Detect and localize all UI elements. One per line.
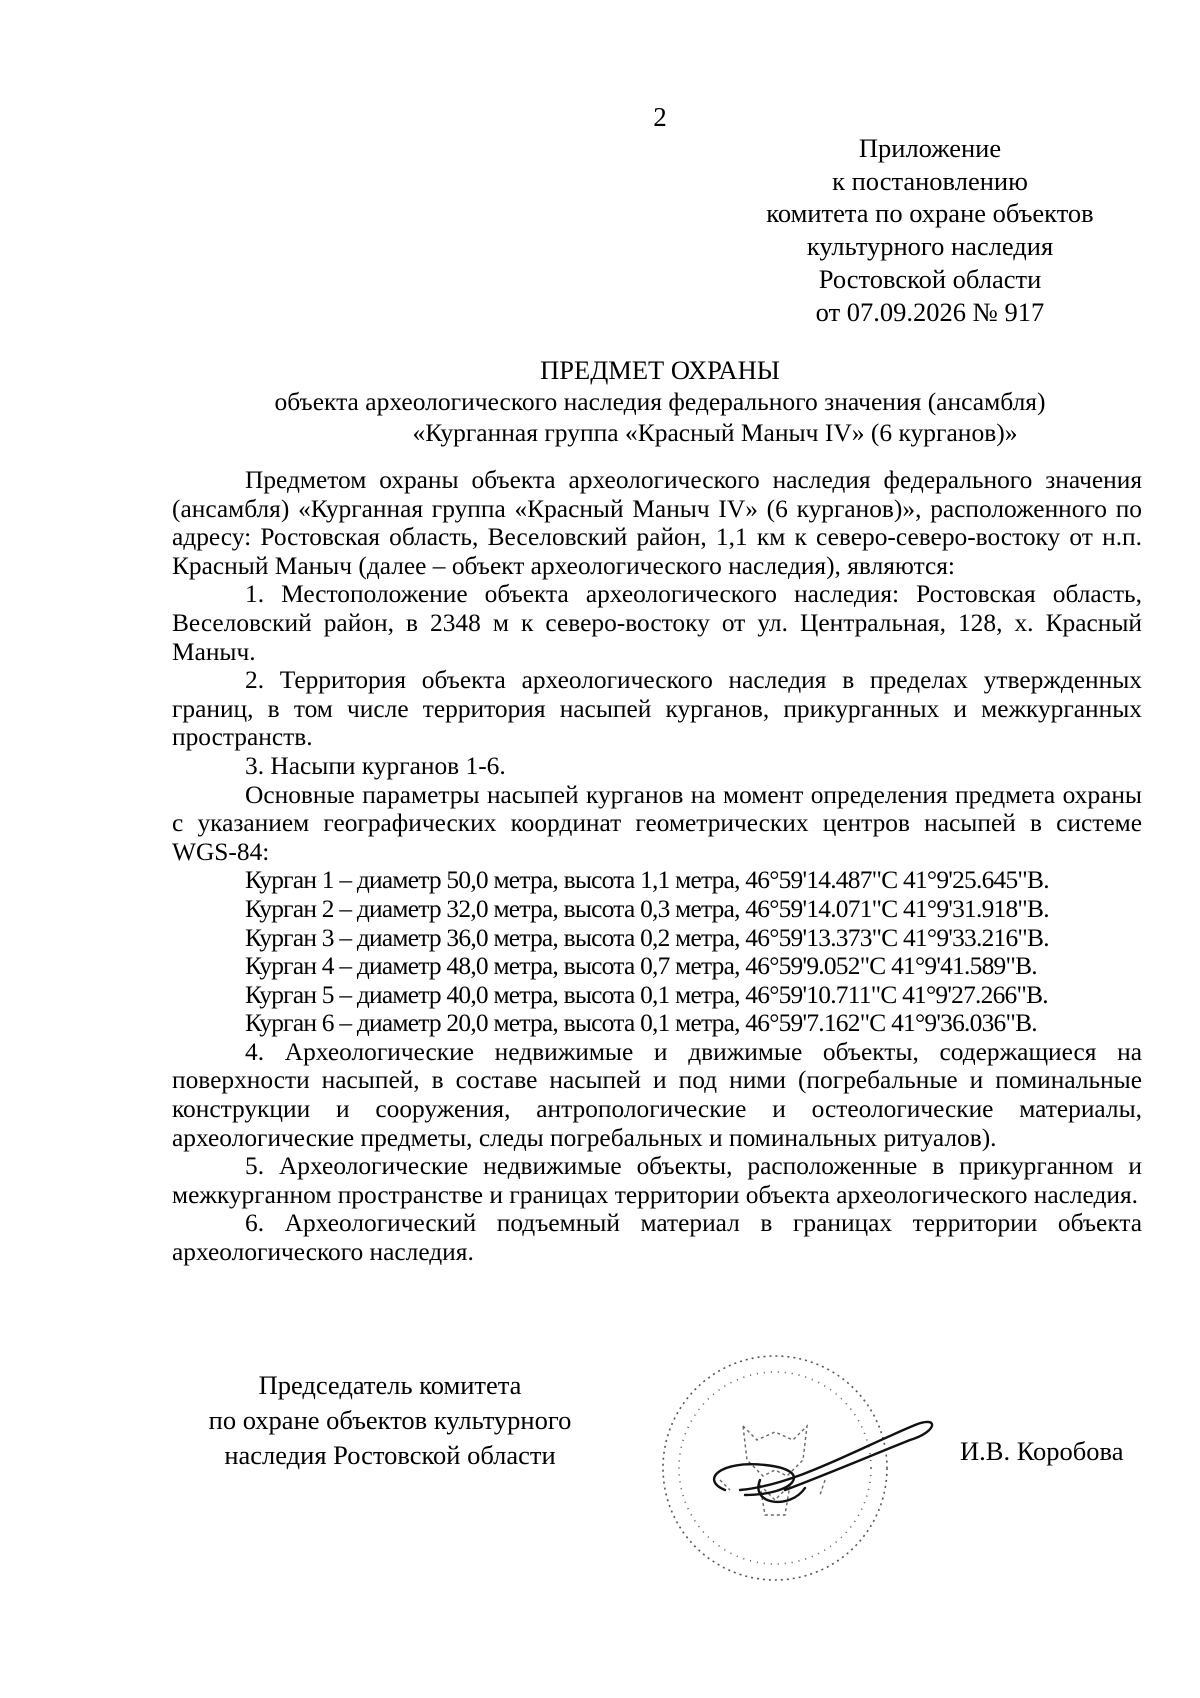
kurgan-entry: Курган 4 – диаметр 48,0 метра, высота 0,7 метра, 46°59'9.052"С 41°9'41.589"В.	[245, 952, 1037, 981]
document-body	[172, 466, 1142, 1267]
title-object-name: «Курганная группа «Красный Маныч IV» (6 курганов)»	[412, 418, 1018, 447]
appendix-line: культурного наследия	[806, 231, 1054, 262]
item-location: 1. Местоположение объекта археологического наследия: Ростовская область, Веселовский район, в 2348 м к северо-востоку от ул. Центральная, 128, х. Красный Маныч.	[172, 580, 1142, 666]
signatory-name: И.В. Коробова	[960, 1436, 1124, 1466]
official-seal-with-signature	[625, 1340, 945, 1590]
appendix-line: Приложение	[858, 133, 1002, 163]
kurgan-entry: Курган 3 – диаметр 36,0 метра, высота 0,2 метра, 46°59'13.373"С 41°9'33.216"В.	[245, 923, 1049, 952]
item-territory: 2. Территория объекта археологического наследия в пределах утвержденных границ, в том числе территория насыпей курганов, прикурганных и межкурганных пространств.	[172, 666, 1142, 752]
kurgan-list	[172, 866, 1142, 1038]
item-mounds: 3. Насыпи курганов 1-6.	[245, 751, 506, 780]
signatory-line: по охране объектов культурного	[208, 1405, 572, 1435]
kurgan-entry: Курган 1 – диаметр 50,0 метра, высота 1,1 метра, 46°59'14.487"С 41°9'25.645"В.	[245, 866, 1049, 895]
appendix-line: комитета по охране объектов	[766, 198, 1094, 229]
kurgan-entry: Курган 6 – диаметр 20,0 метра, высота 0,1 метра, 46°59'7.162"С 41°9'36.036"В.	[245, 1009, 1037, 1038]
kurgan-entry: Курган 2 – диаметр 32,0 метра, высота 0,3 метра, 46°59'14.071"С 41°9'31.918"В.	[245, 894, 1049, 923]
item-surface-material: 6. Археологический подъемный материал в границах территории объекта археологического наследия.	[172, 1209, 1142, 1267]
seal-stamp	[663, 1356, 887, 1580]
kurgan-entry: Курган 5 – диаметр 40,0 метра, высота 0,1 метра, 46°59'10.711"С 41°9'27.266"В.	[245, 980, 1048, 1009]
signatory-title	[190, 1368, 590, 1473]
params-paragraph: Основные параметры насыпей курганов на момент определения предмета охраны с указанием географических координат геометрических центров насыпей в системе WGS-84:	[172, 780, 1142, 866]
document-title	[0, 355, 1200, 448]
title-main: ПРЕДМЕТ ОХРАНЫ	[540, 355, 780, 385]
intro-paragraph: Предметом охраны объекта археологического наследия федерального значения (ансамбля) «Курганная группа «Красный Маныч IV» (6 курганов)», расположенного по адресу: Ростовская область, Веселовский район, 1,1 км к северо-северо-востоку от н.п. Красный Маныч (далее – объект археологического наследия), являются:	[172, 466, 1142, 580]
page-number: 2	[653, 102, 667, 132]
item-immovable-objects: 5. Археологические недвижимые объекты, расположенные в прикурганном и межкурганном пространстве и границах территории объекта археологического наследия.	[172, 1152, 1142, 1209]
handwritten-signature	[714, 1422, 932, 1502]
appendix-header	[740, 132, 1120, 328]
appendix-line: Ростовской области	[818, 263, 1042, 294]
appendix-date-number: от 07.09.2026 № 917	[815, 296, 1045, 327]
signatory-line: Председатель комитета	[258, 1370, 522, 1400]
title-subtitle: объекта археологического наследия федерального значения (ансамбля)	[274, 387, 1046, 416]
item-archaeological-objects: 4. Археологические недвижимые и движимые объекты, содержащиеся на поверхности насыпей, в составе насыпей и под ними (погребальные и поминальные конструкции и сооружения, антропологические и остеологические материалы, археологические предметы, следы погребальных и поминальных ритуалов).	[172, 1037, 1142, 1152]
appendix-line: к постановлению	[832, 165, 1028, 196]
signatory-line: наследия Ростовской области	[224, 1440, 556, 1470]
